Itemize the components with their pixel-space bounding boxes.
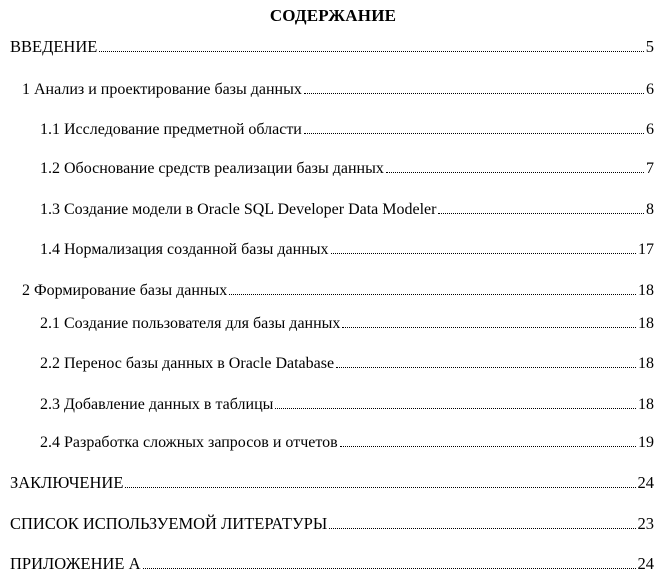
dot-leader: [229, 294, 636, 295]
toc-title: СОДЕРЖАНИЕ: [269, 6, 397, 25]
toc-page-number: 18: [638, 355, 654, 372]
toc-entry[interactable]: [22, 280, 654, 300]
toc-entry[interactable]: [10, 37, 654, 57]
dot-leader: [438, 213, 644, 214]
dot-leader: [329, 528, 635, 529]
toc-page-number: 18: [638, 315, 654, 332]
toc-page-number: 5: [645, 37, 654, 56]
toc-page-number: 8: [646, 201, 654, 218]
toc-entry-label: 2.4 Разработка сложных запросов и отчетов: [40, 434, 338, 451]
toc-entry-label: 2.2 Перенос базы данных в Oracle Database: [40, 355, 335, 372]
toc-entry-label: 2 Формирование базы данных: [22, 282, 228, 299]
toc-entry-label: 1.2 Обоснование средств реализации базы данных: [40, 160, 384, 177]
dot-leader: [125, 487, 635, 488]
toc-page-number: 18: [638, 282, 654, 299]
toc-page-number: 24: [637, 473, 654, 492]
toc-page-number: 7: [646, 160, 654, 177]
toc-entry-label: 1 Анализ и проектирование базы данных: [22, 81, 302, 98]
toc-page-number: 17: [638, 241, 654, 258]
dot-leader: [304, 93, 644, 94]
toc-entry-label: ПРИЛОЖЕНИЕ А: [10, 554, 141, 573]
dot-leader: [386, 172, 644, 173]
toc-entry[interactable]: [10, 473, 654, 493]
toc-entry[interactable]: [10, 554, 654, 574]
dot-leader: [99, 51, 643, 52]
toc-entry[interactable]: [40, 119, 654, 139]
toc-entry-label: 2.1 Создание пользователя для базы данных: [40, 315, 341, 332]
toc-entry[interactable]: [40, 239, 654, 259]
toc-entry-label: ВВЕДЕНИЕ: [10, 37, 98, 56]
dot-leader: [336, 367, 636, 368]
dot-leader: [143, 568, 636, 569]
dot-leader: [275, 408, 636, 409]
toc-entry[interactable]: [10, 514, 654, 534]
toc-entry-label: 1.1 Исследование предметной области: [40, 121, 302, 138]
toc-entry-label: 1.4 Нормализация созданной базы данных: [40, 241, 329, 258]
toc-page-number: 6: [646, 121, 654, 138]
toc-entry[interactable]: [40, 353, 654, 373]
toc-entry[interactable]: [40, 313, 654, 333]
dot-leader: [340, 446, 636, 447]
toc-entry-label: 1.3 Создание модели в Oracle SQL Developer Data Modeler: [40, 201, 437, 218]
toc-entry-label: ЗАКЛЮЧЕНИЕ: [10, 473, 124, 492]
toc-entry-label: 2.3 Добавление данных в таблицы: [40, 396, 274, 413]
toc-entry[interactable]: [40, 158, 654, 178]
dot-leader: [304, 133, 644, 134]
toc-entry[interactable]: [40, 394, 654, 414]
toc-entry[interactable]: [22, 79, 654, 99]
toc-entry[interactable]: [40, 199, 654, 219]
dot-leader: [331, 253, 636, 254]
dot-leader: [342, 327, 636, 328]
toc-page-number: 6: [646, 81, 654, 98]
toc-page-number: 23: [637, 514, 654, 533]
toc-page-number: 18: [638, 396, 654, 413]
toc-page-number: 24: [637, 554, 654, 573]
toc-entry[interactable]: [40, 432, 654, 452]
toc-entry-label: СПИСОК ИСПОЛЬЗУЕМОЙ ЛИТЕРАТУРЫ: [10, 514, 328, 533]
toc-page-number: 19: [638, 434, 654, 451]
